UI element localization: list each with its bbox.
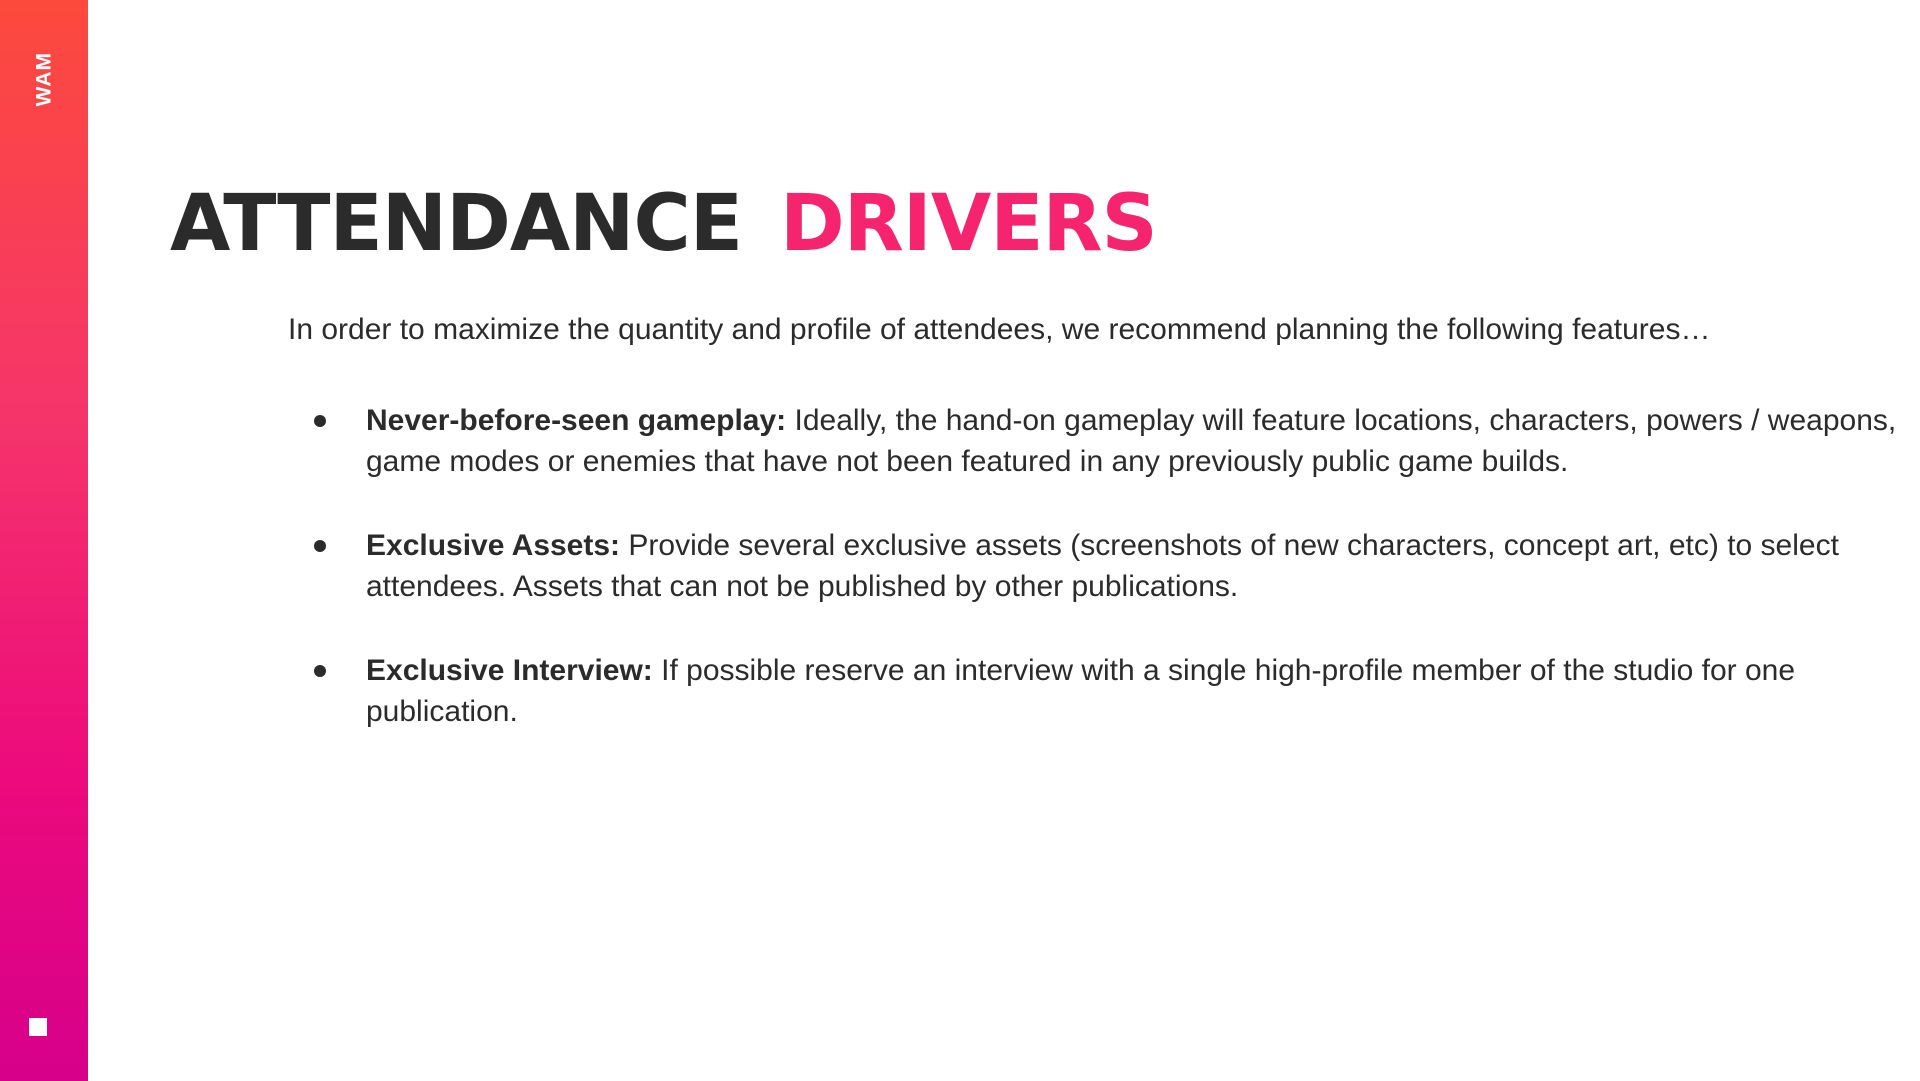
list-item (288, 525, 1920, 608)
bullet-dot-icon (314, 415, 326, 427)
list-item (288, 650, 1920, 733)
list-item-lead: Exclusive Assets: (366, 528, 621, 562)
list-item-lead: Exclusive Interview: (366, 653, 653, 687)
brand-logo-text: WAM (32, 52, 56, 107)
page-title-primary: ATTENDANCE (170, 179, 742, 270)
bullet-list (288, 400, 1920, 732)
bullet-dot-icon (314, 540, 326, 552)
list-item (288, 400, 1920, 483)
bullet-dot-icon (314, 665, 326, 677)
page-title-accent: DRIVERS (780, 179, 1157, 270)
page-title (170, 179, 1157, 270)
list-item-body: Provide several exclusive assets (screenshots of new characters, concept art, etc) to select attendees. Assets that can not be published by other publications. (366, 528, 1839, 604)
intro-paragraph: In order to maximize the quantity and profile of attendees, we recommend planning the following features… (288, 313, 1711, 346)
rail-square-marker (29, 1018, 47, 1036)
brand-rail (0, 0, 88, 1081)
list-item-body: If possible reserve an interview with a single high-profile member of the studio for one publication. (366, 653, 1796, 728)
list-item-lead: Never-before-seen gameplay: (366, 404, 787, 437)
list-item-body: Ideally, the hand-on gameplay will feature locations, characters, powers / weapons, game modes or enemies that have not been featured in any previously public game builds. (366, 404, 1897, 479)
slide-content (88, 0, 1920, 1081)
